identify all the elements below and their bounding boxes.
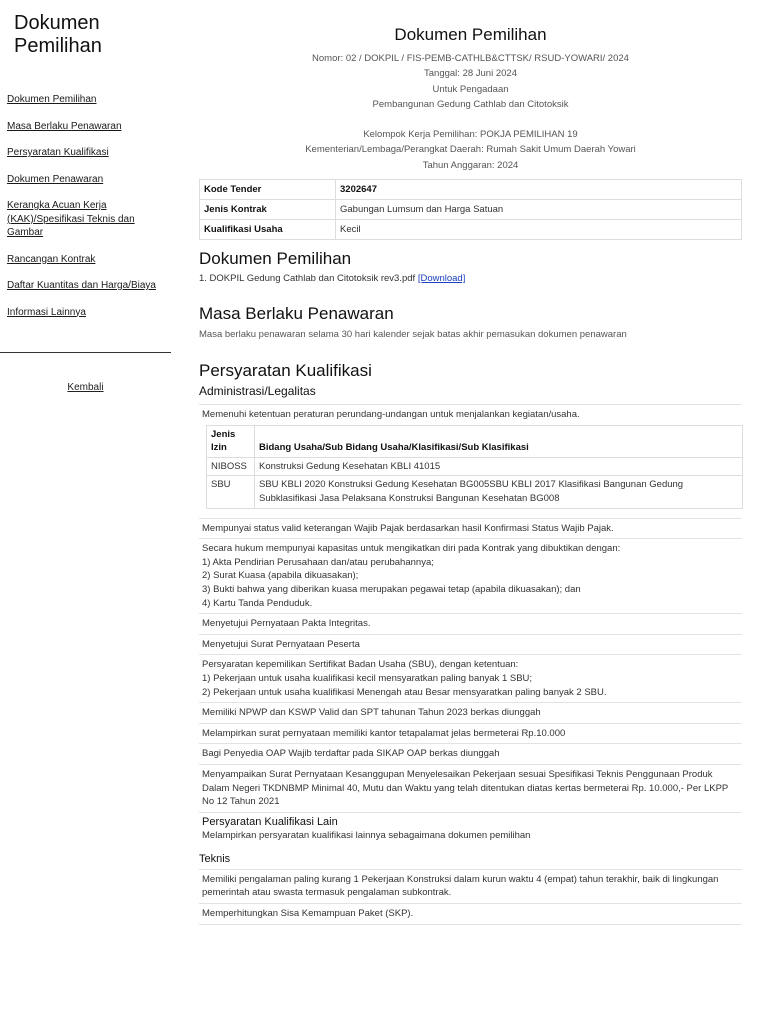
list-item [199, 655, 742, 703]
page-title: Dokumen Pemilihan [394, 25, 547, 44]
info-key: Jenis Kontrak [200, 200, 336, 220]
document-item [199, 273, 742, 284]
table-row [200, 180, 742, 200]
requirement-text: Memenuhi ketentuan peraturan perundang-undangan untuk menjalankan kegiatan/usaha. [202, 409, 580, 421]
list-item [199, 724, 742, 745]
table-row [200, 200, 742, 220]
requirement-text: 1) Pekerjaan untuk usaha kualifikasi kecil mensyaratkan paling banyak 1 SBU; [202, 672, 533, 684]
list-item [199, 703, 742, 724]
nav-persyaratan-kualifikasi[interactable]: Persyaratan Kualifikasi [7, 147, 109, 158]
section-heading: Dokumen Pemilihan [199, 249, 352, 269]
section-dokumen [199, 248, 742, 284]
header-tahun: Tahun Anggaran: 2024 [422, 159, 519, 171]
column-header: Jenis Izin [207, 425, 255, 457]
section-heading: Persyaratan Kualifikasi [199, 361, 372, 381]
requirement-text: 4) Kartu Tanda Penduduk. [202, 597, 313, 609]
list-item [199, 765, 742, 813]
table-row [207, 457, 743, 476]
column-header: Bidang Usaha/Sub Bidang Usaha/Klasifikasi/Sub Klasifikasi [255, 425, 743, 457]
info-value: Gabungan Lumsum dan Harga Satuan [336, 200, 742, 220]
list-item [199, 904, 742, 925]
nav-masa-berlaku-penawaran[interactable]: Masa Berlaku Penawaran [7, 120, 122, 132]
back-link-wrap [0, 382, 171, 393]
section-masa-berlaku [199, 303, 742, 340]
requirement-text: 2) Pekerjaan untuk usaha kualifikasi Menengah atau Besar mensyaratkan paling banyak 2 SBU. [202, 686, 607, 698]
header-untuk: Untuk Pengadaan [432, 83, 509, 95]
main-content [199, 24, 742, 925]
requirement-text: Bagi Penyedia OAP Wajib terdaftar pada SIKAP OAP berkas diunggah [202, 748, 500, 760]
list-item [199, 635, 742, 656]
list-item [199, 744, 742, 765]
info-value: 3202647 [336, 180, 742, 200]
kualifikasi-lain-text: Melampirkan persyaratan kualifikasi lainnya sebagaimana dokumen pemilihan [202, 829, 531, 841]
requirement-text: Menyetujui Surat Pernyataan Peserta [202, 638, 360, 650]
list-item [199, 539, 742, 614]
requirement-text: Secara hukum mempunyai kapasitas untuk mengikatkan diri pada Kontrak yang dibuktikan dengan: [202, 543, 621, 555]
requirement-text: 1) Akta Pendirian Perusahaan dan/atau perubahannya; [202, 556, 434, 568]
nav-rancangan-kontrak[interactable]: Rancangan Kontrak [7, 253, 96, 265]
requirement-text: Memiliki NPWP dan KSWP Valid dan SPT tahunan Tahun 2023 berkas diunggah [202, 707, 541, 719]
header-tanggal: Tanggal: 28 Juni 2024 [424, 68, 517, 80]
table-row [207, 476, 743, 508]
header-nomor: Nomor: 02 / DOKPIL / FIS-PEMB-CATHLB&CTTSK/ RSUD-YOWARI/ 2024 [312, 53, 629, 64]
list-item [199, 404, 742, 519]
permit-table [206, 425, 743, 509]
nav-dokumen-penawaran[interactable]: Dokumen Penawaran [7, 173, 104, 185]
requirement-text: Menyampaikan Surat Pernyataan Kesanggupan Menyelesaikan Pekerjaan sesuai Spesifikasi Teknis Penggunaan Produk Dalam Negeri TKDNBMP Minimal 40, Mutu dan Waktu yang telah ditentukan diatas kertas bermeterai Rp. 10.000,- Per LKPP No 12 Tahun 2021 [202, 768, 729, 808]
subsection-heading: Persyaratan Kualifikasi Lain [202, 815, 338, 828]
document-filename: 1. DOKPIL Gedung Cathlab dan Citotoksik rev3.pdf [199, 273, 416, 285]
requirements-list [199, 404, 742, 813]
requirement-text: Menyetujui Pernyataan Pakta Integritas. [202, 618, 371, 630]
subsection-heading: Administrasi/Legalitas [199, 384, 316, 399]
requirement-text: Memiliki pengalaman paling kurang 1 Pekerjaan Konstruksi dalam kurun waktu 4 (empat) tahun terakhir, baik di lingkungan pemerintah atau swasta termasuk pengalaman subkontrak. [202, 873, 719, 899]
download-link[interactable]: [Download] [417, 273, 466, 285]
sidebar-nav [7, 93, 157, 332]
header-instansi: Kementerian/Lembaga/Perangkat Daerah: Rumah Sakit Umum Daerah Yowari [305, 144, 636, 156]
permit-type: NIBOSS [207, 457, 255, 476]
list-item [199, 869, 742, 904]
info-value: Kecil [336, 220, 742, 240]
requirement-text: Memperhitungkan Sisa Kemampuan Paket (SKP). [202, 907, 414, 919]
nav-kak-spesifikasi[interactable]: Kerangka Acuan Kerja (KAK)/Spesifikasi Teknis dan Gambar [7, 200, 135, 238]
table-row [200, 220, 742, 240]
back-link[interactable]: Kembali [67, 382, 104, 393]
nav-daftar-kuantitas[interactable]: Daftar Kuantitas dan Harga/Biaya [7, 280, 156, 291]
teknis-list [199, 869, 742, 925]
table-header-row [207, 425, 743, 457]
nav-informasi-lainnya[interactable]: Informasi Lainnya [7, 306, 86, 318]
sidebar-title: Dokumen Pemilihan [14, 12, 102, 57]
header-pekerjaan: Pembangunan Gedung Cathlab dan Citotoksik [372, 98, 569, 110]
requirement-text: 3) Bukti bahwa yang diberikan kuasa merupakan pegawai tetap (apabila dikuasakan); dan [202, 584, 581, 596]
requirement-text: Persyaratan kepemilikan Sertifikat Badan Usaha (SBU), dengan ketentuan: [202, 659, 519, 671]
requirement-text: 2) Surat Kuasa (apabila dikuasakan); [202, 570, 359, 582]
sidebar-divider [0, 352, 171, 353]
requirement-text: Melampirkan surat pernyataan memiliki kantor tetapalamat jelas bermeterai Rp.10.000 [202, 727, 566, 739]
info-key: Kualifikasi Usaha [200, 220, 336, 240]
tender-info-table [199, 179, 742, 240]
permit-type: SBU [207, 476, 255, 508]
permit-desc: SBU KBLI 2020 Konstruksi Gedung Kesehatan BG005SBU KBLI 2017 Klasifikasi Bangunan Gedung Subklasifikasi Jasa Pelaksana Konstruksi Bangunan Kesehatan BG008 [255, 476, 743, 508]
masa-berlaku-text: Masa berlaku penawaran selama 30 hari kalender sejak batas akhir pemasukan dokumen penawaran [199, 329, 627, 341]
document-header [199, 24, 742, 173]
info-key: Kode Tender [200, 180, 336, 200]
subsection-heading: Teknis [199, 852, 231, 865]
section-heading: Masa Berlaku Penawaran [199, 304, 394, 324]
header-pokja: Kelompok Kerja Pemilihan: POKJA PEMILIHAN 19 [363, 129, 578, 141]
section-kualifikasi [199, 360, 742, 924]
permit-desc: Konstruksi Gedung Kesehatan KBLI 41015 [255, 457, 743, 476]
sidebar [0, 0, 171, 1024]
list-item [199, 614, 742, 635]
requirement-text: Mempunyai status valid keterangan Wajib Pajak berdasarkan hasil Konfirmasi Status Wajib Pajak. [202, 522, 614, 534]
nav-dokumen-pemilihan[interactable]: Dokumen Pemilihan [7, 94, 97, 105]
list-item [199, 519, 742, 540]
